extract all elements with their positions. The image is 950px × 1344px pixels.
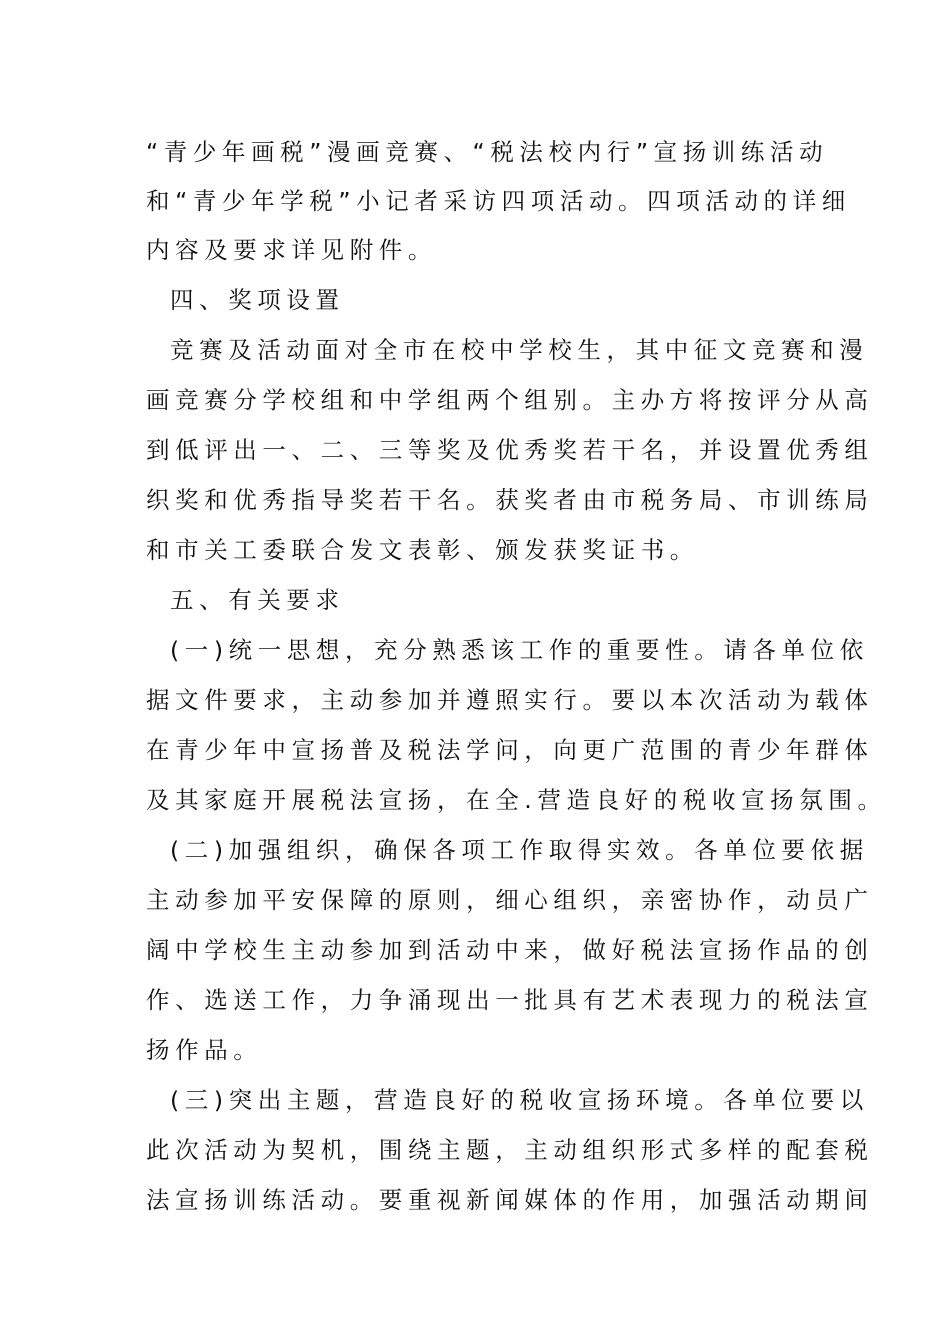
text-line: 作、选送工作，力争涌现出一批具有艺术表现力的税法宣 bbox=[146, 986, 874, 1014]
text-line: (二)加强组织，确保各项工作取得实效。各单位要依据 bbox=[170, 836, 869, 864]
text-line: 和市关工委联合发文表彰、颁发获奖证书。 bbox=[146, 536, 699, 564]
section-heading: 四、奖项设置 bbox=[170, 286, 345, 314]
text-line: 法宣扬训练活动。要重视新闻媒体的作用，加强活动期间 bbox=[146, 1186, 874, 1214]
text-line: (三)突出主题，营造良好的税收宣扬环境。各单位要以 bbox=[170, 1086, 869, 1114]
text-line: 扬作品。 bbox=[146, 1036, 263, 1064]
text-line: “青少年画税”漫画竞赛、“税法校内行”宣扬训练活动 bbox=[146, 138, 829, 166]
text-line: 画竞赛分学校组和中学组两个组别。主办方将按评分从高 bbox=[146, 386, 874, 414]
text-line: 在青少年中宣扬普及税法学问，向更广范围的青少年群体 bbox=[146, 736, 874, 764]
text-line: 竞赛及活动面对全市在校中学校生，其中征文竞赛和漫 bbox=[170, 336, 869, 364]
text-line: 织奖和优秀指导奖若干名。获奖者由市税务局、市训练局 bbox=[146, 486, 874, 514]
text-line: 据文件要求，主动参加并遵照实行。要以本次活动为载体 bbox=[146, 686, 874, 714]
section-heading: 五、有关要求 bbox=[170, 586, 345, 614]
text-line: 和“青少年学税”小记者采访四项活动。四项活动的详细 bbox=[146, 187, 851, 215]
text-line: 到低评出一、二、三等奖及优秀奖若干名，并设置优秀组 bbox=[146, 436, 874, 464]
text-line: 及其家庭开展税法宣扬，在全.营造良好的税收宣扬氛围。 bbox=[146, 786, 887, 814]
text-line: 阔中学校生主动参加到活动中来，做好税法宣扬作品的创 bbox=[146, 936, 874, 964]
text-line: (一)统一思想，充分熟悉该工作的重要性。请各单位依 bbox=[170, 636, 869, 664]
text-line: 此次活动为契机，围绕主题，主动组织形式多样的配套税 bbox=[146, 1136, 874, 1164]
text-line: 内容及要求详见附件。 bbox=[146, 236, 437, 264]
text-line: 主动参加平安保障的原则，细心组织，亲密协作，动员广 bbox=[146, 886, 874, 914]
